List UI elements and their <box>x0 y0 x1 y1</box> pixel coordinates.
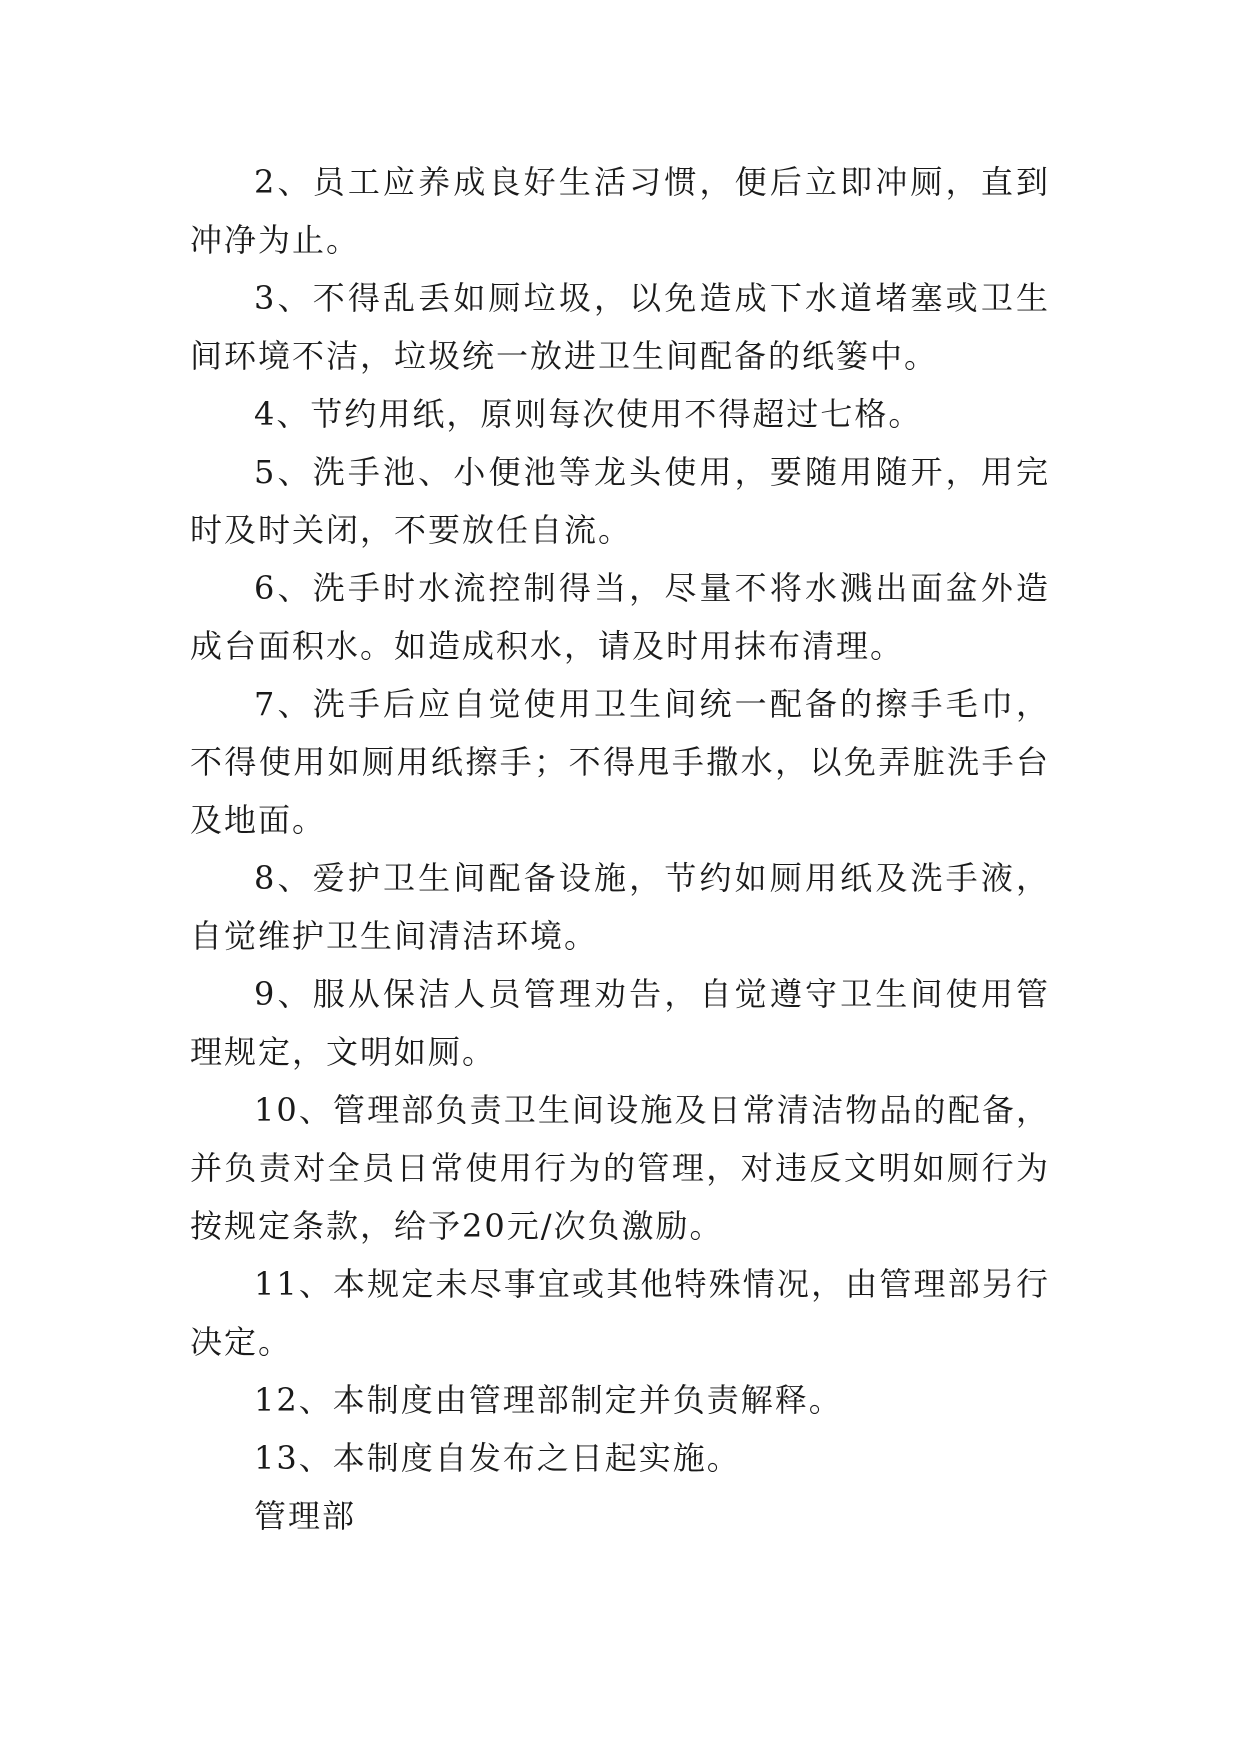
document-body <box>190 153 1050 1545</box>
rule-paragraph-7: 7、洗手后应自觉使用卫生间统一配备的擦手毛巾，不得使用如厕用纸擦手；不得甩手撒水，以免弄脏洗手台及地面。 <box>190 685 1050 839</box>
rule-paragraph-6: 6、洗手时水流控制得当，尽量不将水溅出面盆外造成台面积水。如造成积水，请及时用抹布清理。 <box>190 569 1050 665</box>
issuer-signature: 管理部 <box>254 1497 357 1535</box>
rule-paragraph-12: 12、本制度由管理部制定并负责解释。 <box>254 1381 843 1419</box>
rule-paragraph-4: 4、节约用纸，原则每次使用不得超过七格。 <box>254 395 923 433</box>
rule-paragraph-10: 10、管理部负责卫生间设施及日常清洁物品的配备，并负责对全员日常使用行为的管理，对违反文明如厕行为按规定条款，给予20元/次负激励。 <box>190 1091 1050 1245</box>
rule-paragraph-3: 3、不得乱丢如厕垃圾，以免造成下水道堵塞或卫生间环境不洁，垃圾统一放进卫生间配备的纸篓中。 <box>190 279 1050 375</box>
rule-paragraph-5: 5、洗手池、小便池等龙头使用，要随用随开，用完时及时关闭，不要放任自流。 <box>190 453 1050 549</box>
rule-paragraph-13: 13、本制度自发布之日起实施。 <box>254 1439 741 1477</box>
rule-paragraph-8: 8、爱护卫生间配备设施，节约如厕用纸及洗手液，自觉维护卫生间清洁环境。 <box>190 859 1050 955</box>
rule-paragraph-9: 9、服从保洁人员管理劝告，自觉遵守卫生间使用管理规定，文明如厕。 <box>190 975 1050 1071</box>
rule-paragraph-2: 2、员工应养成良好生活习惯，便后立即冲厕，直到冲净为止。 <box>190 163 1050 259</box>
rule-paragraph-11: 11、本规定未尽事宜或其他特殊情况，由管理部另行决定。 <box>190 1265 1050 1361</box>
